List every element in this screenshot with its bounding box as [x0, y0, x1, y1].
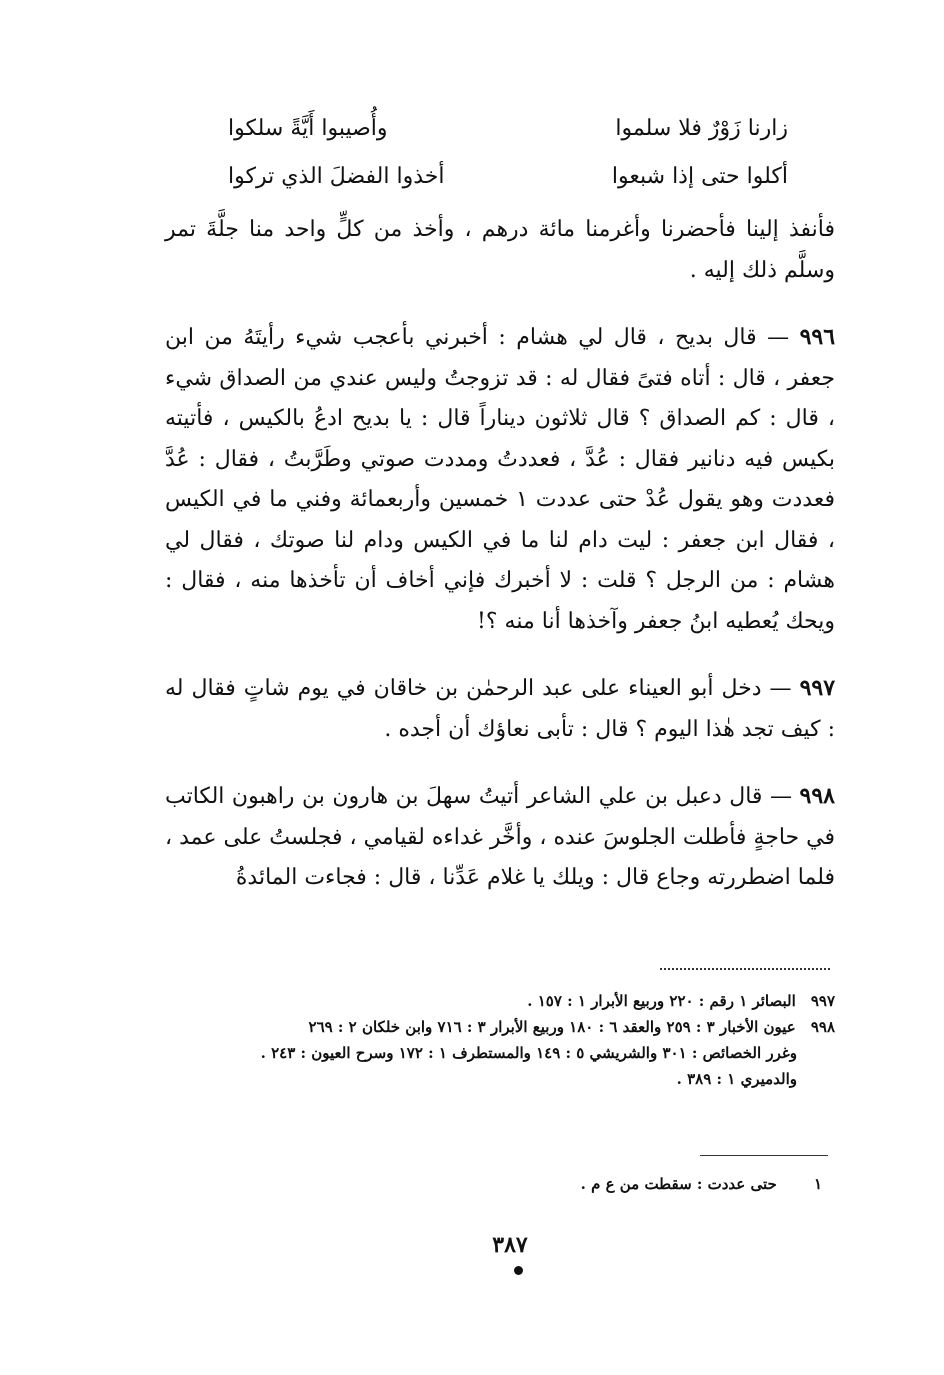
entry-number: ٩٩٨	[799, 783, 835, 809]
poem-line	[228, 105, 788, 153]
footnote-text: عيون الأخبار ٣ : ٢٥٩ والعقد ٦ : ١٨٠ وربيع الأبرار ٣ : ٧١٦ وابن خلكان ٢ : ٢٦٩	[308, 1018, 796, 1036]
poem-verses	[228, 105, 788, 201]
note-divider	[700, 1155, 828, 1156]
poem-hemistich-right: أكلوا حتى إذا شبعوا	[611, 164, 788, 189]
poem-hemistich-left: أخذوا الفضلَ الذي تركوا	[228, 164, 445, 189]
footnote-number: ٩٩٨	[810, 1018, 835, 1036]
page-dot-ornament	[514, 1266, 523, 1275]
page-number: ٣٨٧	[492, 1232, 528, 1258]
note-number: ١	[813, 1175, 822, 1193]
footnote-998	[165, 1014, 835, 1040]
entry-text: — قال بديح ، قال لي هشام : أخبرني بأعجب شيء رأيتَهُ من ابن جعفر ، قال : أتاه فتىً فقال له : قد تزوجتُ وليس عندي من الصداق شيء ، قال : كم الصداق ؟ قال ثلاثون ديناراً قال : يا بديح ادعُ بالكيس ، فأتيته بكيس فيه دنانير فقال : عُدَّ ، فعددتُ ومددت صوتي وطَرَّبتُ ، فقال : عُدَّ فعددت وهو يقول عُدْ حتى عددت ١ خمسين وأربعمائة وفني ما في الكيس ، فقال ابن جعفر : ليت دام لنا ما في الكيس ودام لنا صوتك ، فقال لي هشام : من الرجل ؟ قلت : لا أخبرك فإني أخاف أن تأخذها منه ، فقال : ويحك يُعطيه ابنُ جعفر وآخذها أنا منه ؟!	[165, 325, 835, 634]
paragraph-998	[165, 776, 835, 899]
footnote-number: ٩٩٧	[810, 992, 835, 1010]
poem-hemistich-left: وأُصيبوا أَيَّةً سلكوا	[228, 116, 388, 141]
paragraph-996	[165, 317, 835, 642]
footnote-997	[165, 988, 835, 1014]
main-text	[165, 210, 835, 925]
poem-hemistich-right: زارنا زَوْرٌ فلا سلموا	[615, 116, 788, 141]
paragraph-997	[165, 668, 835, 750]
poem-line	[228, 153, 788, 201]
paragraph-intro: فأنفذ إلينا فأحضرنا وأغرمنا مائة درهم ، وأخذ من كلٍّ واحد منا جلَّةَ تمر وسلَّم ذلك إليه .	[165, 217, 835, 283]
entry-number: ٩٩٧	[799, 675, 836, 701]
source-footnotes	[165, 988, 835, 1092]
entry-text: — قال دعبل بن علي الشاعر أتيتُ سهلَ بن هارون بن راهبون الكاتب في حاجةٍ فأطلت الجلوسَ عنده ، وأخَّر غداءه لقيامي ، فجلستُ على عمد ، فلما اضطررته وجاع قال : ويلك يا غلام عَدِّنا ، قال : فجاءت المائدةُ	[165, 784, 835, 890]
entry-text: — دخل أبو العيناء على عبد الرحمٰن بن خاقان في يوم شاتٍ فقال له : كيف تجد هٰذا اليوم ؟ قال : تأبى نعاؤك أن أجده .	[165, 676, 835, 742]
footnote-divider	[660, 968, 830, 970]
footnote-text: البصائر ١ رقم : ٢٢٠ وربيع الأبرار ١ : ١٥٧ .	[527, 992, 796, 1010]
entry-number: ٩٩٦	[799, 324, 836, 350]
note-text: حتى عددت : سقطت من ع م .	[580, 1175, 777, 1193]
footnote-continuation: وغرر الخصائص : ٣٠١ والشريشي ٥ : ١٤٩ والمستطرف ١ : ١٧٢ وسرح العيون : ٢٤٣ .	[260, 1044, 797, 1062]
footnote-continuation: والدميري ١ : ٣٨٩ .	[676, 1070, 797, 1088]
textual-note	[360, 1175, 822, 1193]
